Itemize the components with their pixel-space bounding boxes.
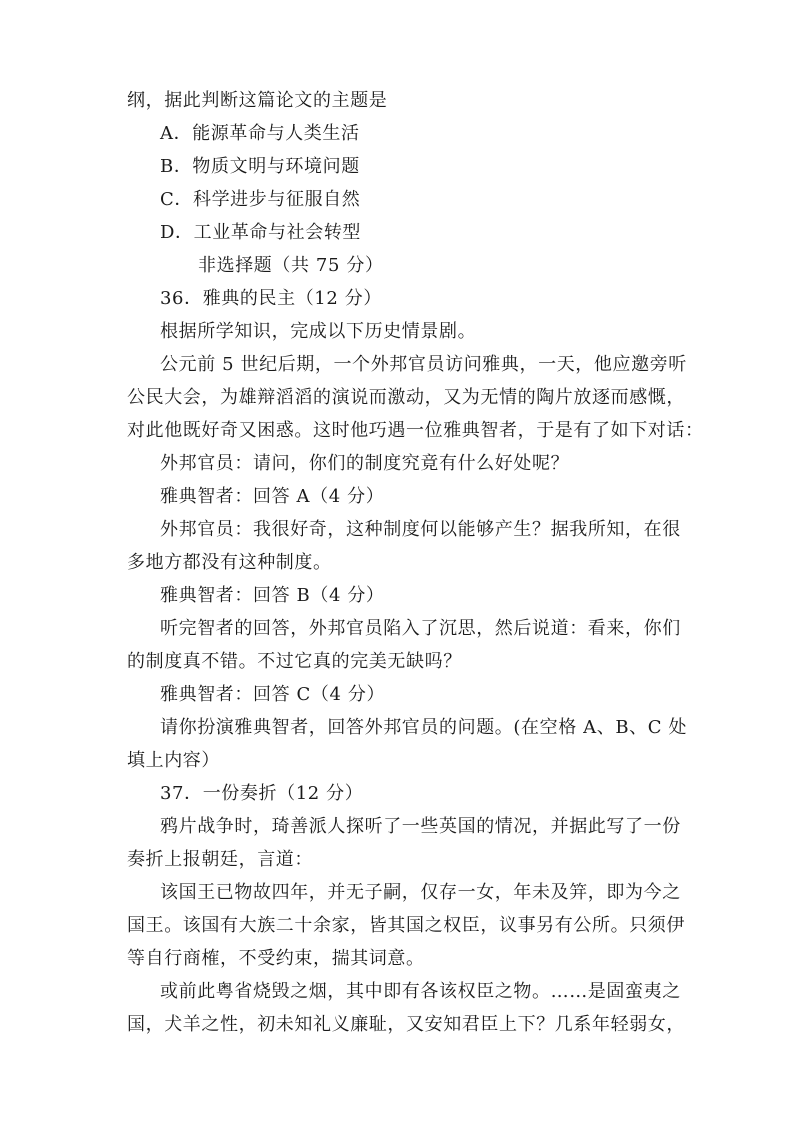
text-line: 请你扮演雅典智者，回答外邦官员的问题。(在空格 A、B、C 处: [160, 717, 688, 738]
text-line: 鸦片战争时，琦善派人探听了一些英国的情况，并据此写了一份: [160, 816, 681, 837]
option-d: D．工业革命与社会转型: [160, 222, 362, 243]
text-line: 听完智者的回答，外邦官员陷入了沉思，然后说道：看来，你们: [160, 618, 681, 639]
text-line: 的制度真不错。不过它真的完美无缺吗？: [127, 651, 462, 672]
text-line: 填上内容）: [127, 750, 220, 771]
quote-line: 或前此粤省烧毁之烟，其中即有各该权臣之物。……是固蛮夷之: [160, 981, 681, 1002]
dialogue-line: 雅典智者：回答 C（4 分）: [160, 684, 386, 705]
section-heading: 非选择题（共 75 分）: [198, 255, 384, 276]
text-line: 多地方都没有这种制度。: [127, 552, 332, 573]
option-b: B．物质文明与环境问题: [160, 156, 360, 177]
text-line: 公民大会，为雄辩滔滔的演说而激动，又为无情的陶片放逐而感慨，: [127, 387, 685, 408]
dialogue-line: 雅典智者：回答 A（4 分）: [160, 486, 385, 507]
question-36-title: 36．雅典的民主（12 分）: [160, 288, 382, 309]
option-c: C．科学进步与征服自然: [160, 189, 361, 210]
text-line: 对此他既好奇又困惑。这时他巧遇一位雅典智者，于是有了如下对话：: [127, 420, 704, 441]
text-line: 根据所学知识，完成以下历史情景剧。: [160, 321, 477, 342]
dialogue-line: 雅典智者：回答 B（4 分）: [160, 585, 385, 606]
dialogue-line: 外邦官员：我很好奇，这种制度何以能够产生？据我所知，在很: [160, 519, 681, 540]
text-line: 奏折上报朝廷，言道：: [127, 849, 313, 870]
quote-line: 国王。该国有大族二十余家，皆其国之权臣，议事另有公所。只须伊: [127, 915, 685, 936]
question-37-title: 37．一份奏折（12 分）: [160, 783, 364, 804]
text-line: 公元前 5 世纪后期，一个外邦官员访问雅典，一天，他应邀旁听: [160, 354, 687, 375]
quote-line: 等自行商榷，不受约束，揣其词意。: [127, 948, 425, 969]
option-a: A．能源革命与人类生活: [160, 123, 360, 144]
quote-line: 该国王已物故四年，并无子嗣，仅存一女，年未及笄，即为今之: [160, 882, 681, 903]
text-line: 纲，据此判断这篇论文的主题是: [127, 90, 388, 111]
quote-line: 国，犬羊之性，初未知礼义廉耻，又安知君臣上下？几系年轻弱女，: [127, 1014, 685, 1035]
dialogue-line: 外邦官员：请问，你们的制度究竟有什么好处呢？: [160, 453, 570, 474]
